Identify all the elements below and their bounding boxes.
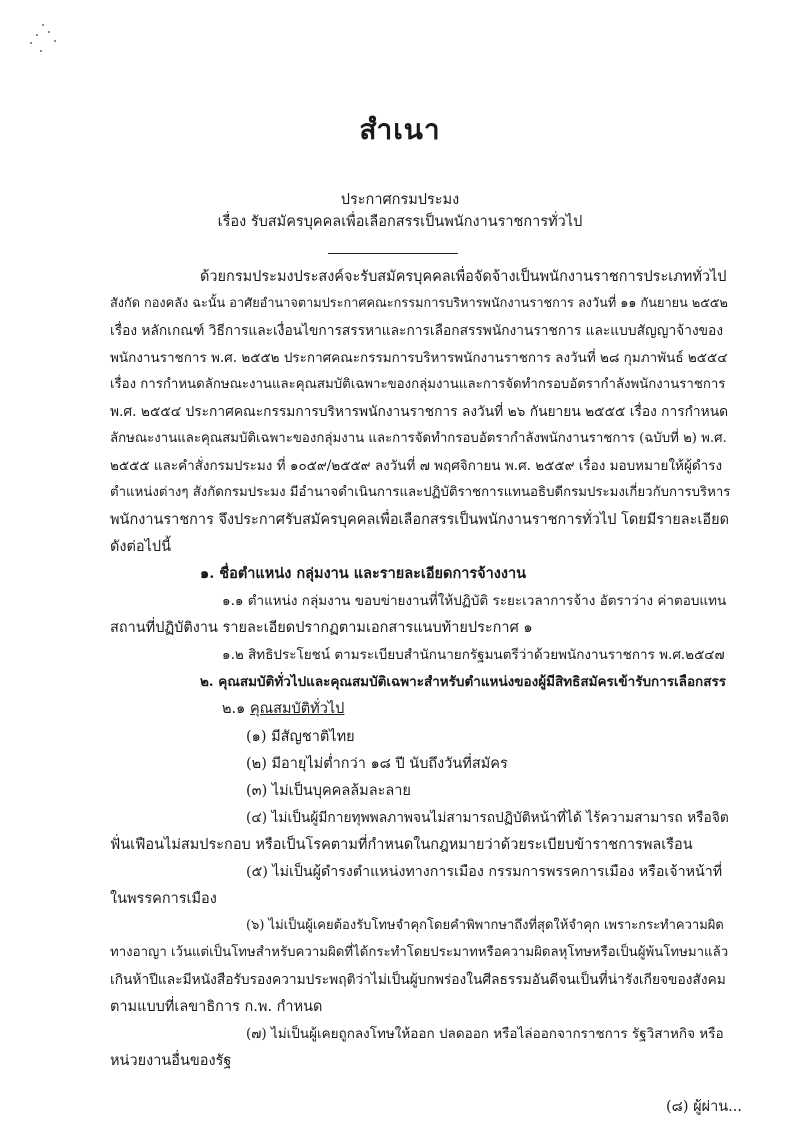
qualification-6-cont: ทางอาญา เว้นแต่เป็นโทษสำหรับความผิดที่ได้กระทำโดยประมาทหรือความผิดลหุโทษหรือเป็นผู้พ้นโทษมาแล้ว — [110, 945, 729, 960]
section-2-heading: ๒. คุณสมบัติทั่วไปและคุณสมบัติเฉพาะสำหรับตำแหน่งของผู้มีสิทธิสมัครเข้ารับการเลือกสรร — [200, 674, 726, 690]
item-2-1-number: ๒.๑ — [222, 701, 250, 717]
qualification-5-cont: ในพรรคการเมือง — [110, 891, 217, 907]
intro-line: พนักงานราชการ พ.ศ. ๒๕๕๒ ประกาศคณะกรรมการบริหารพนักงานราชการ ลงวันที่ ๒๘ กุมภาพันธ์ ๒๕๕๔ — [110, 350, 728, 366]
qualification-4: (๔) ไม่เป็นผู้มีกายทุพพลภาพจนไม่สามารถปฏิบัติหน้าที่ได้ ไร้ความสามารถ หรือจิต — [246, 810, 729, 826]
scan-speck — [28, 22, 68, 62]
general-qualifications-label: คุณสมบัติทั่วไป — [249, 701, 345, 717]
continuation-marker: (๘) ผู้ผ่าน... — [666, 1099, 742, 1115]
announcement-title: ประกาศกรมประมง — [340, 192, 460, 208]
qualification-2: (๒) มีอายุไม่ต่ำกว่า ๑๘ ปี นับถึงวันที่สมัคร — [246, 756, 508, 772]
intro-line: ตำแหน่งต่างๆ สังกัดกรมประมง มีอำนาจดำเนินการและปฏิบัติราชการแทนอธิบดีกรมประมงเกี่ยวกับการบริหาร — [110, 485, 731, 500]
item-1-1: ๑.๑ ตำแหน่ง กลุ่มงาน ขอบข่ายงานที่ให้ปฏิบัติ ระยะเวลาการจ้าง อัตราว่าง ค่าตอบแทน — [222, 593, 727, 609]
qualification-6: (๖) ไม่เป็นผู้เคยต้องรับโทษจำคุกโดยคำพิพากษาถึงที่สุดให้จำคุก เพราะกระทำความผิด — [246, 918, 724, 933]
qualification-7: (๗) ไม่เป็นผู้เคยถูกลงโทษให้ออก ปลดออก หรือไล่ออกจากราชการ รัฐวิสาหกิจ หรือ — [246, 1026, 724, 1042]
intro-line: เรื่อง หลักเกณฑ์ วิธีการและเงื่อนไขการสรรหาและการเลือกสรรพนักงานราชการ และแบบสัญญาจ้างของ — [110, 323, 724, 339]
intro-line: พนักงานราชการ จึงประกาศรับสมัครบุคคลเพื่อเลือกสรรเป็นพนักงานราชการทั่วไป โดยมีรายละเอียด — [110, 512, 729, 528]
qualification-1: (๑) มีสัญชาติไทย — [246, 729, 355, 745]
qualification-5: (๕) ไม่เป็นผู้ดำรงตำแหน่งทางการเมือง กรรมการพรรคการเมือง หรือเจ้าหน้าที่ — [246, 864, 723, 880]
intro-line: พ.ศ. ๒๕๕๔ ประกาศคณะกรรมการบริหารพนักงานราชการ ลงวันที่ ๒๖ กันยายน ๒๕๕๕ เรื่อง การกำหนด — [110, 404, 729, 420]
item-1-1-cont: สถานที่ปฏิบัติงาน รายละเอียดปรากฏตามเอกสารแนบท้ายประกาศ ๑ — [110, 620, 533, 636]
qualification-3: (๓) ไม่เป็นบุคคลล้มละลาย — [246, 783, 411, 799]
intro-line: ลักษณะงานและคุณสมบัติเฉพาะของกลุ่มงาน และการจัดทำกรอบอัตรากำลังพนักงานราชการ (ฉบับที่ ๒) พ.ศ. — [110, 431, 727, 446]
intro-line: สังกัด กองคลัง ฉะนั้น อาศัยอำนาจตามประกาศคณะกรรมการบริหารพนักงานราชการ ลงวันที่ ๑๑ กันยายน ๒๕๕๒ — [110, 296, 728, 311]
item-2-1 — [222, 699, 344, 719]
copy-stamp-title: สำเนา — [359, 113, 441, 146]
section-1-heading: ๑. ชื่อตำแหน่ง กลุ่มงาน และรายละเอียดการจ้างงาน — [200, 565, 527, 582]
title-divider — [328, 253, 458, 254]
intro-line: เรื่อง การกำหนดลักษณะงานและคุณสมบัติเฉพาะของกลุ่มงานและการจัดทำกรอบอัตรากำลังพนักงานราชการ — [110, 377, 726, 392]
announcement-subject: เรื่อง รับสมัครบุคคลเพื่อเลือกสรรเป็นพนักงานราชการทั่วไป — [217, 214, 583, 230]
qualification-7-cont: หน่วยงานอื่นของรัฐ — [110, 1053, 232, 1069]
item-1-2: ๑.๒ สิทธิประโยชน์ ตามระเบียบสำนักนายกรัฐมนตรีว่าด้วยพนักงานราชการ พ.ศ.๒๕๔๗ — [222, 647, 725, 663]
qualification-4-cont: ฟั่นเฟือนไม่สมประกอบ หรือเป็นโรคตามที่กำหนดในกฎหมายว่าด้วยระเบียบข้าราชการพลเรือน — [110, 837, 693, 853]
qualification-6-cont: ตามแบบที่เลขาธิการ ก.พ. กำหนด — [110, 999, 323, 1015]
intro-line: ด้วยกรมประมงประสงค์จะรับสมัครบุคคลเพื่อจัดจ้างเป็นพนักงานราชการประเภททั่วไป — [200, 269, 727, 285]
qualification-6-cont: เกินห้าปีและมีหนังสือรับรองความประพฤติว่าไม่เป็นผู้บกพร่องในศีลธรรมอันดีจนเป็นที่น่ารังเกียจของสังคม — [110, 972, 726, 988]
intro-line: ดังต่อไปนี้ — [110, 539, 172, 555]
intro-line: ๒๕๕๕ และคำสั่งกรมประมง ที่ ๑๐๕๙/๒๕๕๙ ลงวันที่ ๗ พฤศจิกายน พ.ศ. ๒๕๕๙ เรื่อง มอบหมายให้ผู้ดำรง — [110, 458, 723, 474]
